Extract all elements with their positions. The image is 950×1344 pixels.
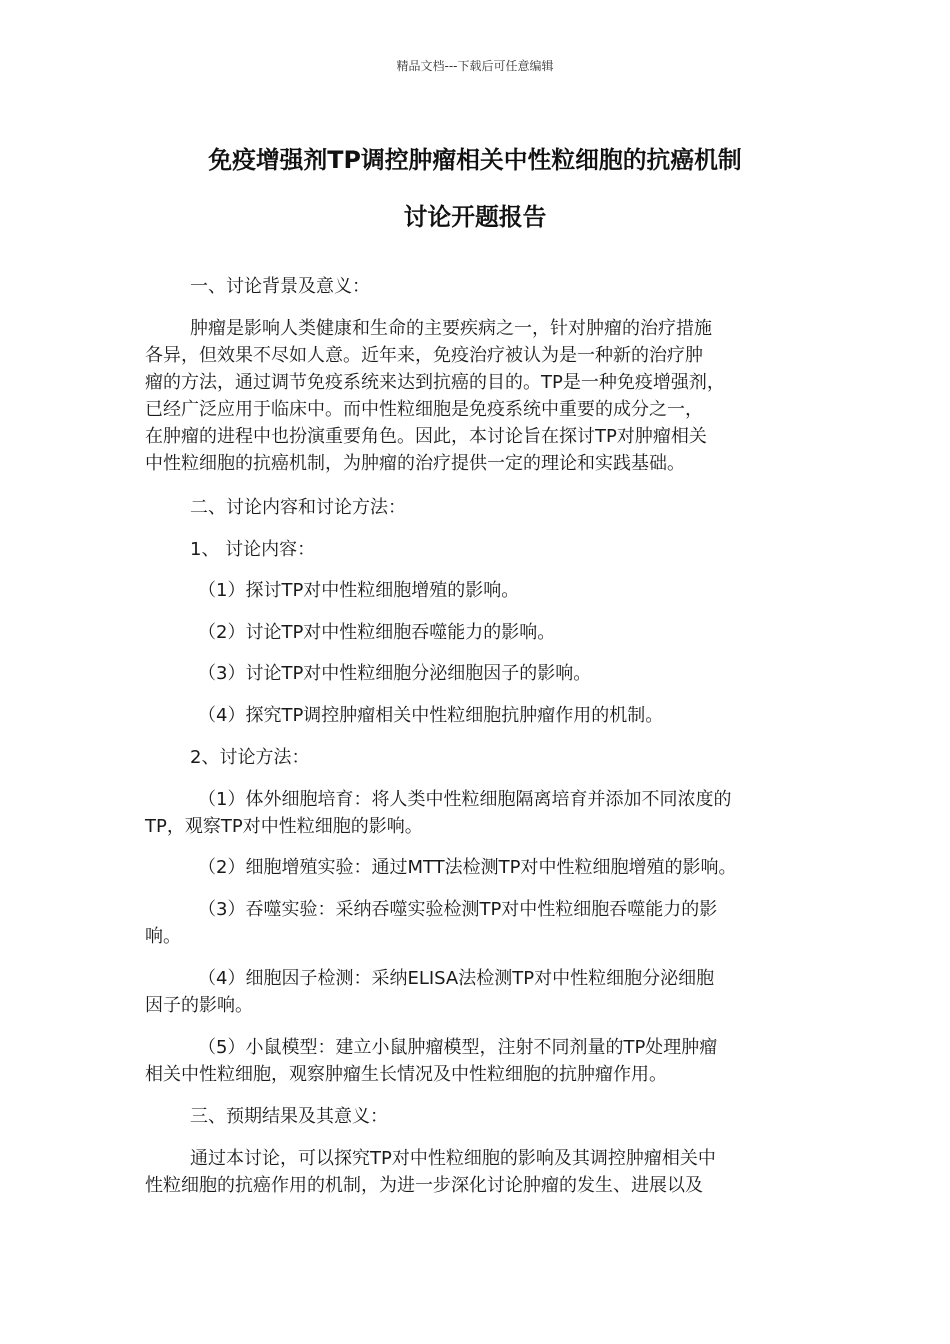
paragraph-line: 在肿瘤的进程中也扮演重要角色。因此，本讨论旨在探讨TP对肿瘤相关 [145,426,707,447]
list-item: （1）探讨TP对中性粒细胞增殖的影响。 [198,580,520,601]
page-header: 精品文档---下载后可任意编辑 [396,59,554,73]
subsection-heading-methods: 2、讨论方法： [190,747,310,768]
section-heading-expected-results: 三、预期结果及其意义： [190,1106,388,1127]
paragraph-line: 各异，但效果不尽如人意。近年来，免疫治疗被认为是一种新的治疗肿 [145,345,703,366]
list-item: （4）细胞因子检测：采纳ELISA法检测TP对中性粒细胞分泌细胞 [198,968,715,989]
paragraph-line: 已经广泛应用于临床中。而中性粒细胞是免疫系统中重要的成分之一， [145,399,703,420]
list-item: （5）小鼠模型：建立小鼠肿瘤模型，注射不同剂量的TP处理肿瘤 [198,1037,718,1058]
list-item-continuation: 因子的影响。 [145,995,253,1016]
section-heading-background: 一、讨论背景及意义： [190,276,370,297]
subsection-heading-content: 1、 讨论内容： [190,539,316,560]
list-item-continuation: 响。 [145,926,181,947]
list-item: （2）讨论TP对中性粒细胞吞噬能力的影响。 [198,622,556,643]
list-item: （3）讨论TP对中性粒细胞分泌细胞因子的影响。 [198,663,592,684]
section-heading-content-methods: 二、讨论内容和讨论方法： [190,497,406,518]
paragraph-line: 瘤的方法，通过调节免疫系统来达到抗癌的目的。TP是一种免疫增强剂， [145,372,725,393]
list-item: （1）体外细胞培育：将人类中性粒细胞隔离培育并添加不同浓度的 [198,789,732,810]
paragraph-line: 中性粒细胞的抗癌机制，为肿瘤的治疗提供一定的理论和实践基础。 [145,453,685,474]
doc-title-line-1: 免疫增强剂TP调控肿瘤相关中性粒细胞的抗癌机制 [208,146,742,174]
doc-title-line-2: 讨论开题报告 [403,203,547,231]
list-item-continuation: TP，观察TP对中性粒细胞的影响。 [145,816,423,837]
list-item: （3）吞噬实验：采纳吞噬实验检测TP对中性粒细胞吞噬能力的影 [198,899,718,920]
paragraph-line: 肿瘤是影响人类健康和生命的主要疾病之一，针对肿瘤的治疗措施 [190,318,712,339]
paragraph-line: 通过本讨论，可以探究TP对中性粒细胞的影响及其调控肿瘤相关中 [190,1148,716,1169]
list-item: （4）探究TP调控肿瘤相关中性粒细胞抗肿瘤作用的机制。 [198,705,664,726]
list-item: （2）细胞增殖实验：通过MTT法检测TP对中性粒细胞增殖的影响。 [198,857,737,878]
paragraph-line: 性粒细胞的抗癌作用的机制，为进一步深化讨论肿瘤的发生、进展以及 [145,1175,703,1196]
list-item-continuation: 相关中性粒细胞，观察肿瘤生长情况及中性粒细胞的抗肿瘤作用。 [145,1064,667,1085]
